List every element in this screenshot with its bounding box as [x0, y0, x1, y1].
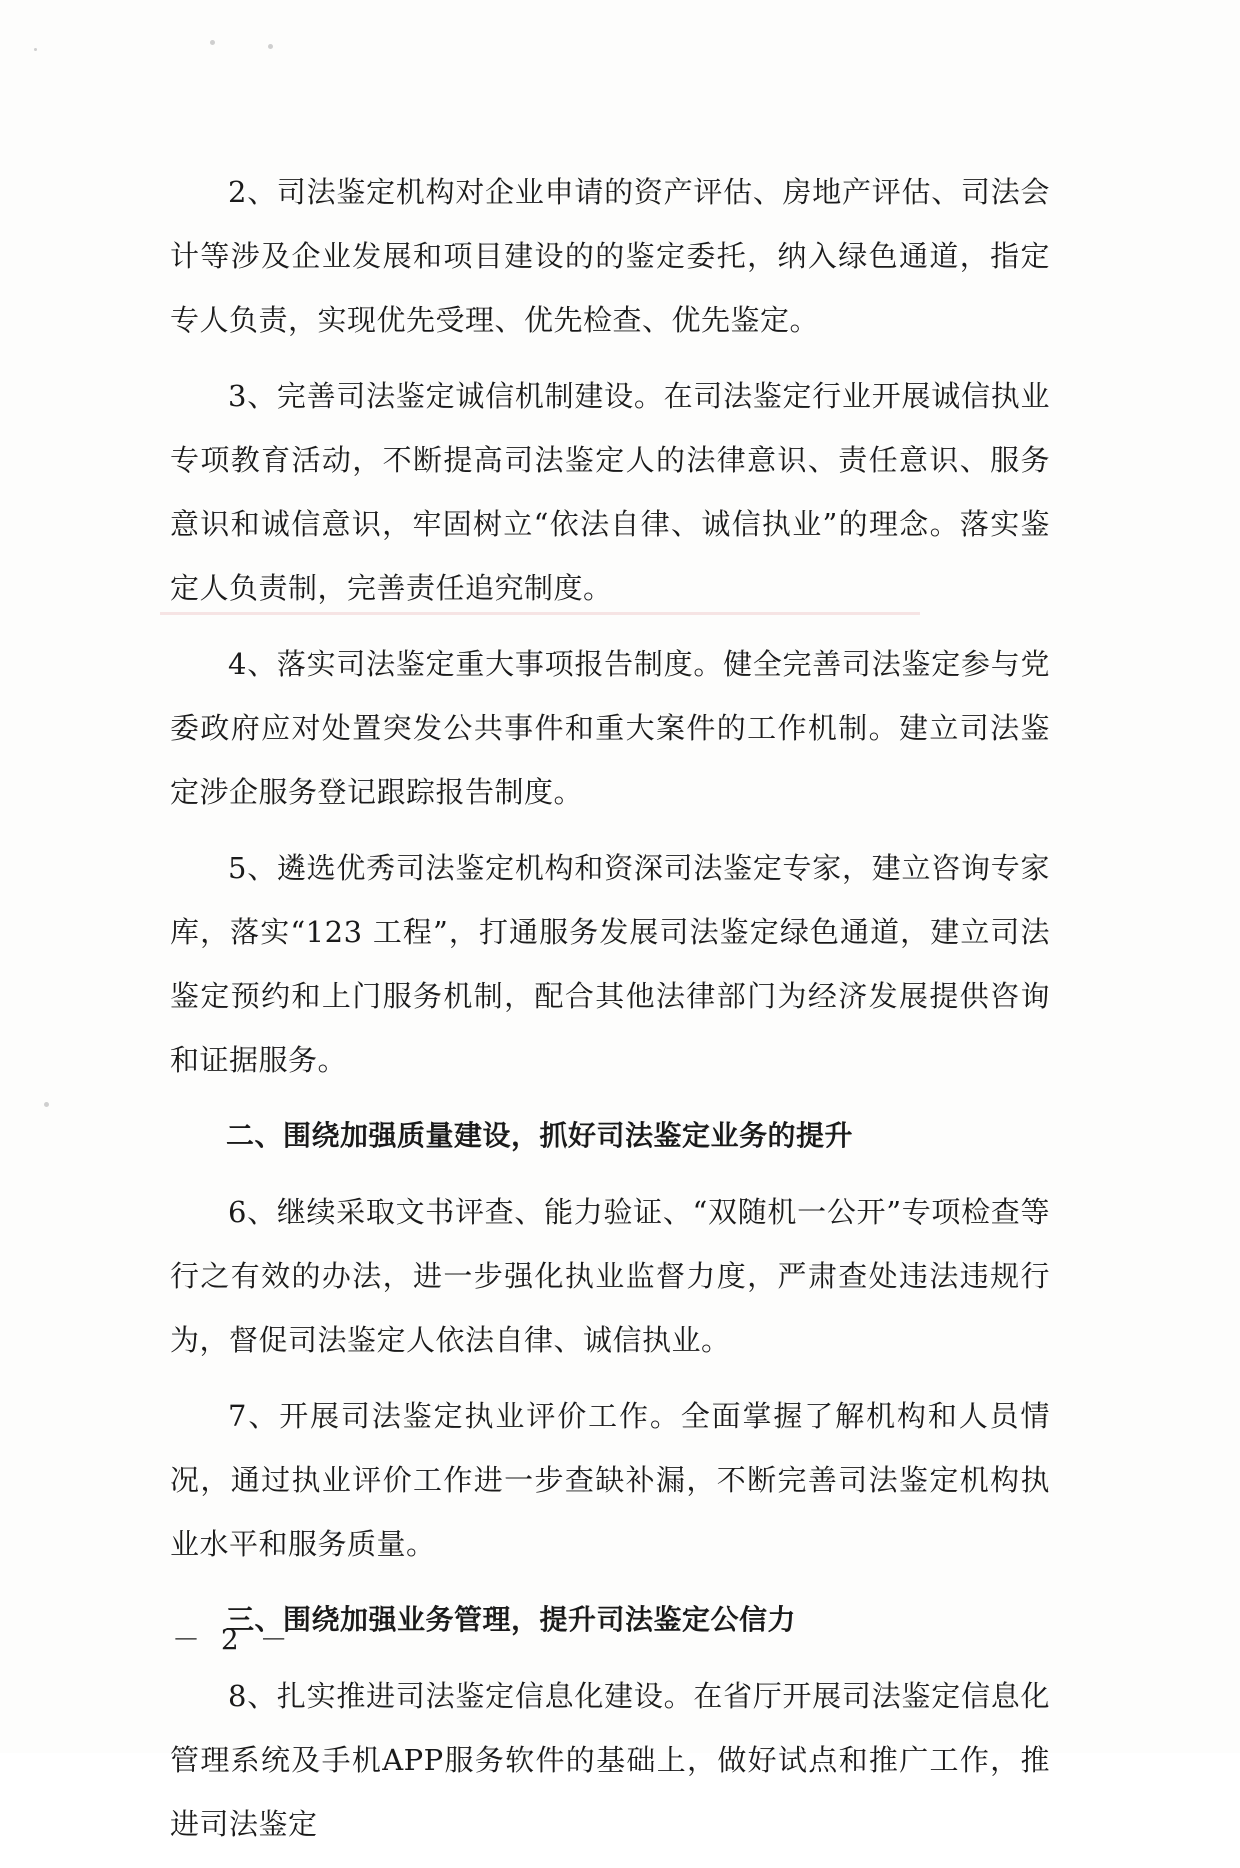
section-heading-3: 三、围绕加强业务管理，提升司法鉴定公信力: [226, 1603, 797, 1636]
paragraph-item-7: 7、开展司法鉴定执业评价工作。全面掌握了解机构和人员情况，通过执业评价工作进一步查缺补漏，不断完善司法鉴定机构执业水平和服务质量。: [170, 1399, 1050, 1561]
section-heading-2: 二、围绕加强质量建设，抓好司法鉴定业务的提升: [226, 1119, 854, 1152]
document-body: [170, 160, 1050, 1868]
paragraph-item-4: 4、落实司法鉴定重大事项报告制度。健全完善司法鉴定参与党委政府应对处置突发公共事件和重大案件的工作机制。建立司法鉴定涉企服务登记跟踪报告制度。: [170, 647, 1050, 809]
paragraph-item-5: 5、遴选优秀司法鉴定机构和资深司法鉴定专家，建立咨询专家库，落实“123 工程”，打通服务发展司法鉴定绿色通道，建立司法鉴定预约和上门服务机制，配合其他法律部门为经济发展提供咨询和证据服务。: [170, 851, 1050, 1077]
paragraph-item-3: 3、完善司法鉴定诚信机制建设。在司法鉴定行业开展诚信执业专项教育活动，不断提高司法鉴定人的法律意识、责任意识、服务意识和诚信意识，牢固树立“依法自律、诚信执业”的理念。落实鉴定人负责制，完善责任追究制度。: [170, 379, 1050, 605]
scan-speck: [210, 40, 215, 45]
scan-speck: [44, 1102, 49, 1107]
paragraph-item-6: 6、继续采取文书评查、能力验证、“双随机一公开”专项检查等行之有效的办法，进一步强化执业监督力度，严肃查处违法违规行为，督促司法鉴定人依法自律、诚信执业。: [170, 1195, 1050, 1357]
scan-speck: [268, 44, 273, 49]
page-number: － 2 －: [172, 1623, 294, 1656]
scan-speck: [34, 48, 37, 51]
paragraph-item-8: 8、扎实推进司法鉴定信息化建设。在省厅开展司法鉴定信息化管理系统及手机APP服务软件的基础上，做好试点和推广工作，推进司法鉴定: [170, 1679, 1050, 1841]
paragraph-item-2: 2、司法鉴定机构对企业申请的资产评估、房地产评估、司法会计等涉及企业发展和项目建设的的鉴定委托，纳入绿色通道，指定专人负责，实现优先受理、优先检查、优先鉴定。: [170, 175, 1050, 337]
